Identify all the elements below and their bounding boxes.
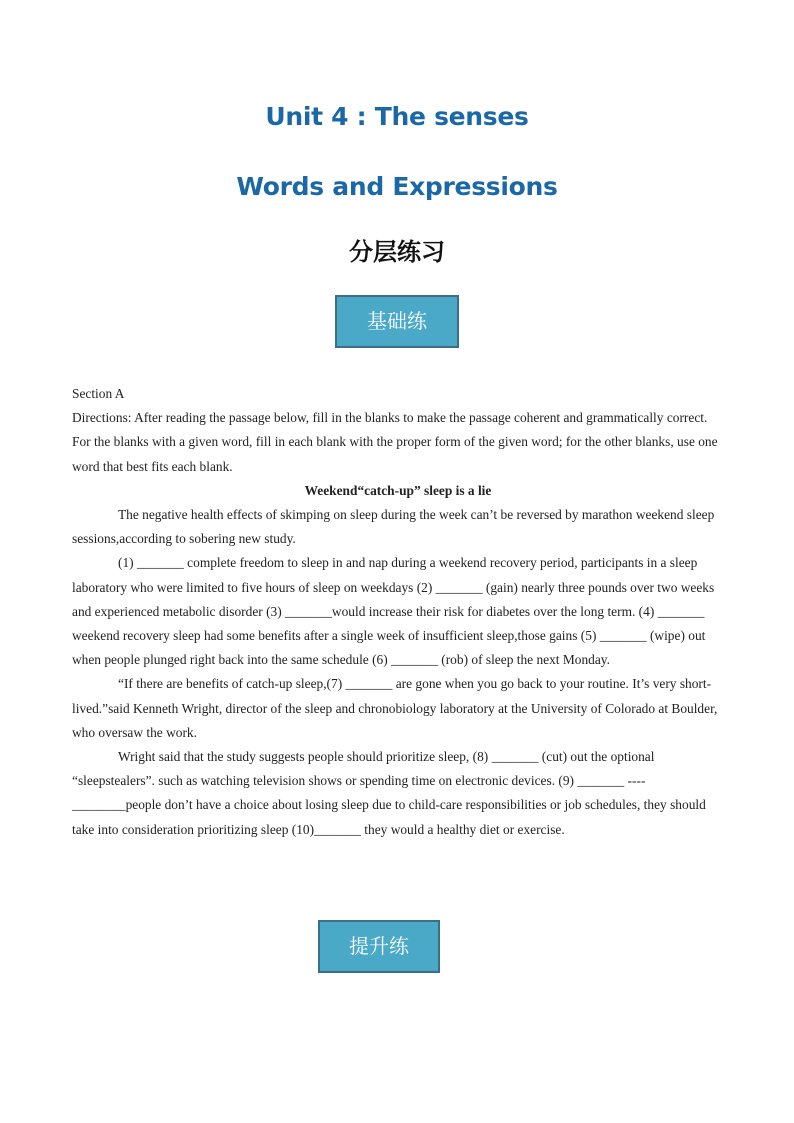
- passage-title: Weekend“catch-up” sleep is a lie: [304, 482, 492, 498]
- advanced-practice-button[interactable]: 提升练: [318, 920, 440, 973]
- directions-text: Directions: After reading the passage below, fill in the blanks to make the passage coherent and grammatically correct. For the blanks with a given word, fill in each blank with the proper form of the given word; for the other blanks, use one word that best fits each blank.: [72, 410, 718, 474]
- unit-title: Unit 4 : The senses: [265, 102, 529, 131]
- passage-paragraph: (1) _______ complete freedom to sleep in and nap during a weekend recovery period, participants in a sleep laboratory who were limited to five hours of sleep on weekdays (2) _______ (gain) nearly three pounds over two weeks and experienced metabolic disorder (3) _______would increase their risk for diabetes over the long term. (4) _______ weekend recovery sleep had some benefits after a single week of insufficient sleep,those gains (5) _______ (wipe) out when people plunged right back into the same schedule (6) _______ (rob) of sleep the next Monday.: [72, 555, 715, 668]
- section-title: Words and Expressions: [236, 172, 558, 201]
- passage-paragraph: “If there are benefits of catch-up sleep,(7) _______ are gone when you go back to your routine. It’s very short-lived.”said Kenneth Wright, director of the sleep and chronobiology laboratory at the University of Colorado at Boulder, who oversaw the work.: [72, 676, 718, 740]
- section-label: Section A: [72, 386, 125, 401]
- page-subtitle: 分层练习: [349, 238, 445, 266]
- passage-paragraph: Wright said that the study suggests people should prioritize sleep, (8) _______ (cut) out the optional “sleepstealers”. such as watching television shows or spending time on electronic devices. (9) _______ ----________people don’t have a choice about losing sleep due to child-care responsibilities or job schedules, they should take into consideration prioritizing sleep (10)_______ they would a healthy diet or exercise.: [72, 749, 706, 837]
- basic-practice-button[interactable]: 基础练: [335, 295, 459, 348]
- passage-paragraph: The negative health effects of skimping on sleep during the week can’t be reversed by marathon weekend sleep sessions,according to sobering new study.: [72, 507, 715, 547]
- exercise-content: [72, 382, 724, 842]
